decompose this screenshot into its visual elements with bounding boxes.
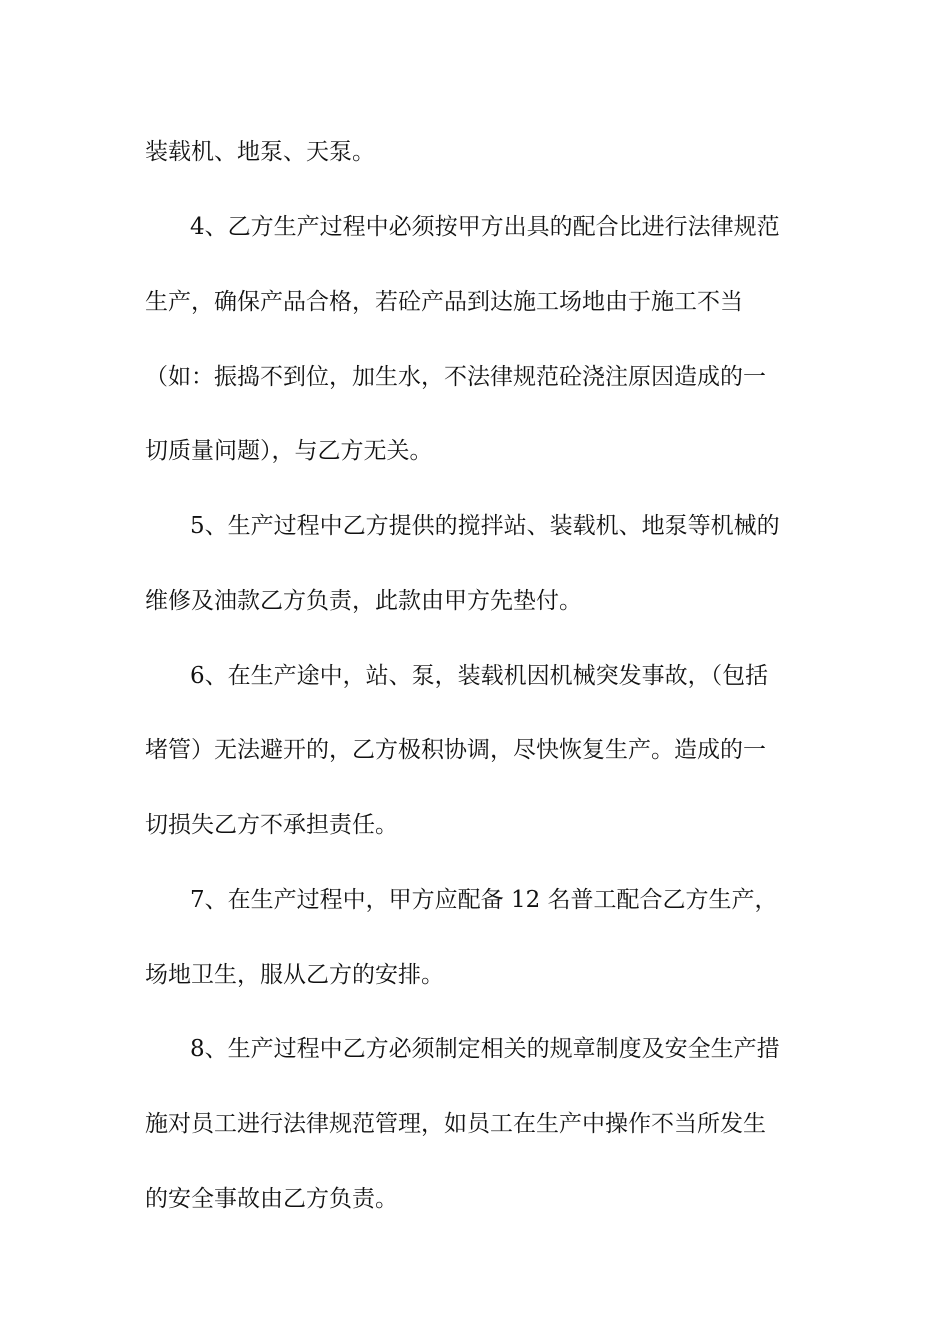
text-line: 生产，确保产品合格，若砼产品到达施工场地由于施工不当 (145, 289, 743, 315)
text-line: 装载机、地泵、天泵。 (145, 139, 375, 165)
text-line: 施对员工进行法律规范管理，如员工在生产中操作不当所发生 (145, 1111, 766, 1137)
text-line: 7、在生产过程中，甲方应配备 12 名普工配合乙方生产， (190, 887, 778, 913)
text-line: 的安全事故由乙方负责。 (145, 1186, 398, 1212)
text-line: 4、乙方生产过程中必须按甲方出具的配合比进行法律规范 (190, 214, 780, 240)
text-line: 切损失乙方不承担责任。 (145, 812, 398, 838)
text-line: （如：振捣不到位，加生水，不法律规范砼浇注原因造成的一 (145, 364, 766, 390)
text-line: 6、在生产途中，站、泵，装载机因机械突发事故，（包括 (190, 663, 769, 689)
text-line: 堵管）无法避开的，乙方极积协调，尽快恢复生产。造成的一 (145, 737, 766, 763)
text-line: 8、生产过程中乙方必须制定相关的规章制度及安全生产措 (190, 1036, 780, 1062)
text-line: 切质量问题），与乙方无关。 (145, 438, 433, 464)
text-line: 场地卫生，服从乙方的安排。 (145, 962, 444, 988)
text-line: 5、生产过程中乙方提供的搅拌站、装载机、地泵等机械的 (190, 513, 780, 539)
text-line: 维修及油款乙方负责，此款由甲方先垫付。 (145, 588, 582, 614)
